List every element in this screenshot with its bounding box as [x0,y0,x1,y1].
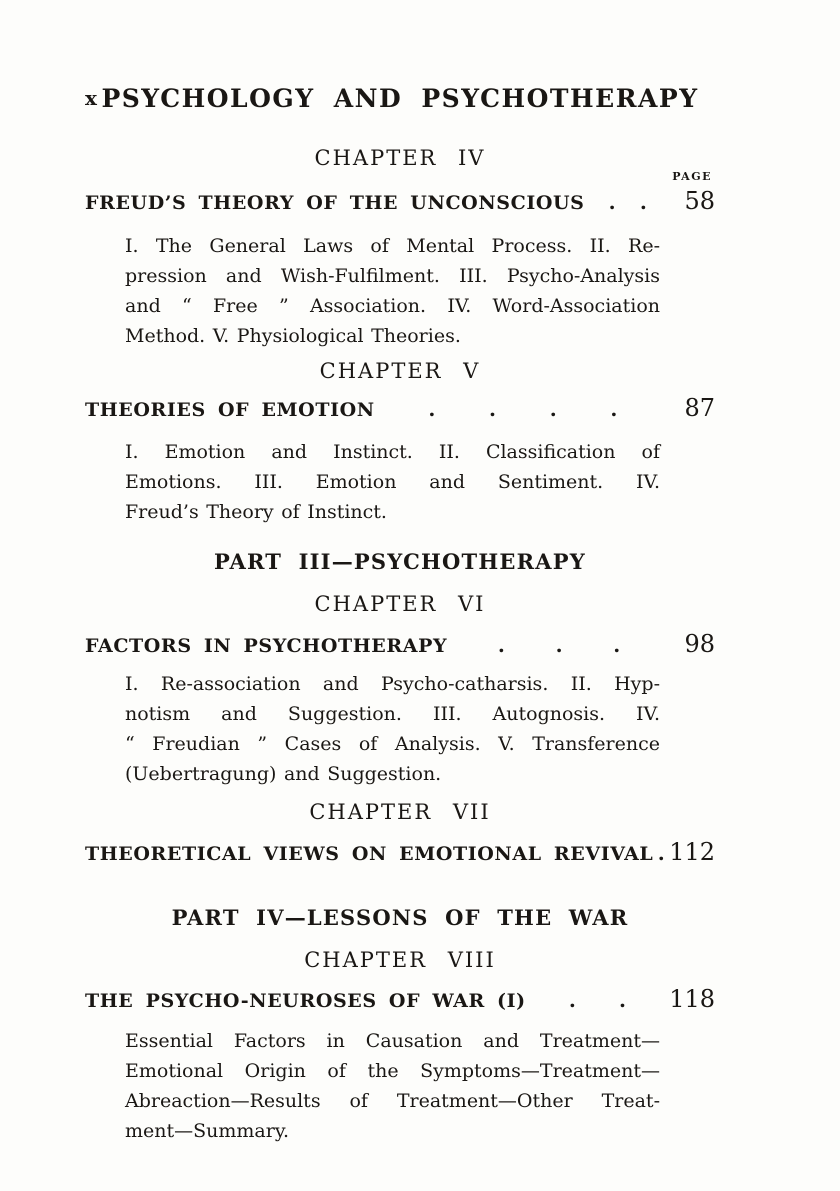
leader-dot: . [489,397,496,421]
leader-dots [526,985,669,1015]
chapter-summary [125,231,660,351]
toc-entry-title: THEORETICAL VIEWS ON EMOTIONAL REVIVAL [85,843,654,865]
chapter-heading-vi: CHAPTER VI [314,592,486,616]
leader-dot: . [428,397,436,421]
toc-entry-page: 98 [684,630,715,658]
leader-dots [584,187,671,217]
summary-line: and “ Free ” Association. IV. Word-Association [125,295,660,317]
summary-line: Emotions. III. Emotion and Sentiment. IV. [125,471,660,493]
leader-dots [375,394,671,424]
toc-entry-page: 118 [669,985,715,1013]
leader-dots [447,630,671,660]
summary-line: Essential Factors in Causation and Treatment— [125,1030,660,1052]
leader-dot: . [497,633,505,657]
toc-entry-title: THE PSYCHO-NEUROSES OF WAR (I) [85,990,526,1012]
summary-line: Emotional Origin of the Symptoms—Treatment— [125,1060,660,1082]
toc-entry [85,186,715,218]
toc-entry-title: FACTORS IN PSYCHOTHERAPY [85,635,448,657]
leader-dot: . [610,397,618,421]
chapter-summary [125,669,660,789]
chapter-heading-vii: CHAPTER VII [309,800,491,824]
chapter-heading-v: CHAPTER V [319,359,481,383]
chapter-heading-viii: CHAPTER VIII [304,948,496,972]
toc-entry-title: THEORIES OF EMOTION [85,399,375,421]
toc-entry-page: 58 [684,187,715,215]
summary-line: (Uebertragung) and Suggestion. [125,763,442,785]
summary-line: Abreaction—Results of Treatment—Other Treat- [125,1090,660,1112]
toc-entry-page: 112 [669,838,715,866]
leader-dots [653,838,669,868]
chapter-summary [125,1026,660,1146]
toc-entry [85,984,715,1016]
summary-line: I. The General Laws of Mental Process. II. Re- [125,235,660,257]
leader-dot: . [568,988,576,1012]
leader-dot: . [555,633,563,657]
summary-line: notism and Suggestion. III. Autognosis. IV. [125,703,660,725]
leader-dot: . [613,633,621,657]
page-column-label: PAGE [672,170,712,183]
chapter-heading-iv: CHAPTER IV [314,146,486,170]
toc-entry [85,837,715,869]
summary-line: pression and Wish-Fulfilment. III. Psycho-Analysis [125,265,660,287]
leader-dot: . [657,841,665,865]
leader-dot: . [608,190,616,214]
running-head [85,86,715,112]
toc-entry-page: 87 [684,394,715,422]
leader-dot: . [639,190,647,214]
summary-line: Method. V. Physiological Theories. [125,325,461,347]
chapter-summary [125,437,660,527]
book-title: PSYCHOLOGY AND PSYCHOTHERAPY [101,84,699,113]
toc-entry-title: FREUD’S THEORY OF THE UNCONSCIOUS [85,192,585,214]
summary-line: Freud’s Theory of Instinct. [125,501,387,523]
summary-line: I. Emotion and Instinct. II. Classification of [125,441,660,463]
summary-line: ment—Summary. [125,1120,290,1142]
folio-page-number: x [85,86,97,110]
leader-dot: . [549,397,557,421]
summary-line: I. Re-association and Psycho-catharsis. II. Hyp- [125,673,660,695]
toc-entry [85,629,715,661]
toc-entry [85,393,715,425]
leader-dot: . [619,988,627,1012]
part-heading-iii: PART III—PSYCHOTHERAPY [214,549,586,574]
summary-line: “ Freudian ” Cases of Analysis. V. Transference [125,733,660,755]
part-heading-iv: PART IV—LESSONS OF THE WAR [171,905,629,930]
